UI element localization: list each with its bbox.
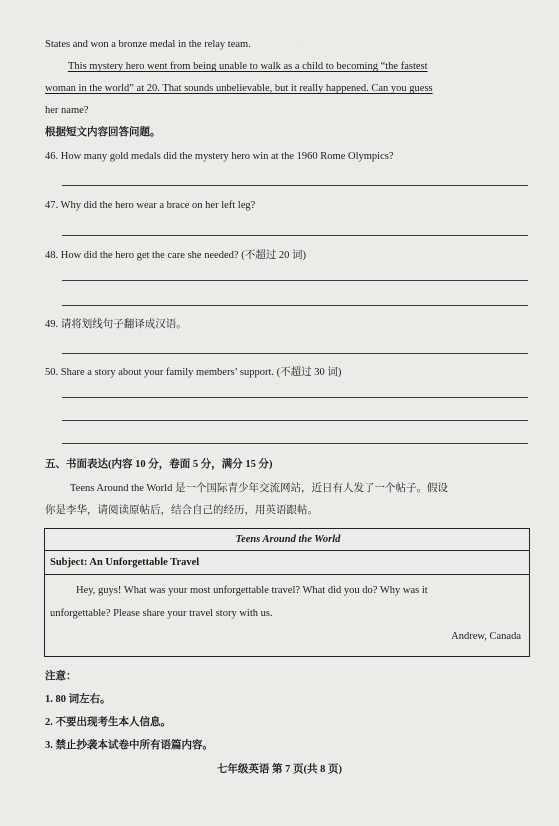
reading-instruction: 根据短文内容回答问题。 xyxy=(45,127,161,138)
passage-line-3-underlined: woman in the world” at 20. That sounds unbelievable, but it really happened. Can you guess xyxy=(45,83,433,94)
question-49: 49. 请将划线句子翻译成汉语。 xyxy=(45,319,187,330)
question-47: 47. Why did the hero wear a brace on her left leg? xyxy=(45,200,256,211)
notes-heading: 注意： xyxy=(45,671,77,682)
post-site-title: Teens Around the World xyxy=(235,534,341,545)
question-48: 48. How did the hero get the care she needed? (不超过 20 词) xyxy=(45,250,306,261)
note-item-1: 1. 80 词左右。 xyxy=(45,694,111,705)
note-item-3: 3. 禁止抄袭本试卷中所有语篇内容。 xyxy=(45,740,213,751)
post-box xyxy=(44,528,530,657)
note-item-2: 2. 不要出现考生本人信息。 xyxy=(45,717,171,728)
question-46: 46. How many gold medals did the mystery hero win at the 1960 Rome Olympics? xyxy=(45,151,394,162)
post-body-line-2: unforgettable? Please share your travel story with us. xyxy=(50,608,273,619)
answer-line-50c[interactable] xyxy=(62,443,528,444)
page-footer: 七年级英语 第 7 页(共 8 页) xyxy=(216,764,343,775)
answer-line-47[interactable] xyxy=(62,235,528,236)
passage-line-4: her name? xyxy=(45,105,89,116)
post-divider-top xyxy=(45,550,529,551)
answer-line-50b[interactable] xyxy=(62,420,528,421)
post-subject: Subject: An Unforgettable Travel xyxy=(50,557,200,568)
post-divider-subject xyxy=(45,574,529,575)
post-signature: Andrew, Canada xyxy=(451,631,521,642)
answer-line-46[interactable] xyxy=(62,185,528,186)
question-50: 50. Share a story about your family members’ support. (不超过 30 词) xyxy=(45,367,342,378)
answer-line-50a[interactable] xyxy=(62,397,528,398)
answer-line-48a[interactable] xyxy=(62,280,528,281)
bleed-through: · xyxy=(300,40,304,51)
answer-line-49[interactable] xyxy=(62,353,528,354)
answer-line-48b[interactable] xyxy=(62,305,528,306)
passage-line-1: States and won a bronze medal in the relay team. xyxy=(45,39,251,50)
passage-line-2-underlined: This mystery hero went from being unable to walk as a child to becoming “the fastest xyxy=(68,61,428,72)
section-title: 五、书面表达(内容 10 分，卷面 5 分，满分 15 分) xyxy=(45,459,273,470)
post-body-line-1: Hey, guys! What was your most unforgettable travel? What did you do? Why was it xyxy=(76,585,428,596)
section-intro-line-2: 你是李华，请阅读原帖后，结合自己的经历，用英语跟帖。 xyxy=(45,505,318,516)
section-intro-line-1: Teens Around the World 是一个国际青少年交流网站，近日有人发了一个帖子。假设 xyxy=(70,483,448,494)
